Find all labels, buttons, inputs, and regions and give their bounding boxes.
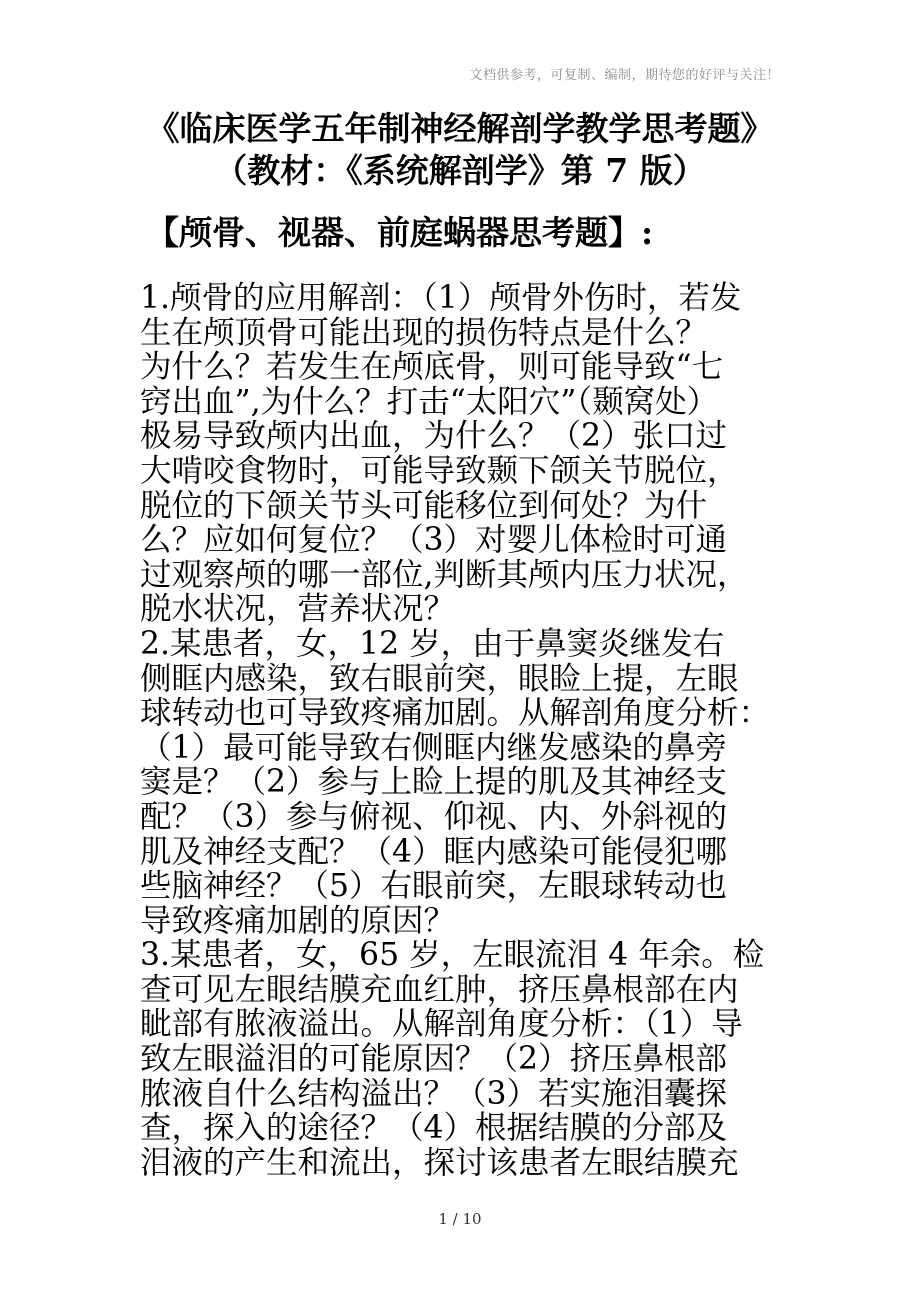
body-line: 脓液自什么结构溢出？（3）若实施泪囊探 [140, 1075, 728, 1112]
body-line: 致左眼溢泪的可能原因？（2）挤压鼻根部 [140, 1041, 728, 1078]
body-line: 些脑神经？（5）右眼前突，左眼球转动也 [140, 868, 728, 905]
body-line: 生在颅顶骨可能出现的损伤特点是什么？ [140, 314, 708, 351]
body-line: 泪液的产生和流出，探讨该患者左眼结膜充 [140, 1144, 739, 1181]
title-block [120, 108, 800, 192]
body-text [140, 281, 785, 1180]
document-title: 《临床医学五年制神经解剖学教学思考题》 [146, 109, 774, 148]
body-line: 配？（3）参与俯视、仰视、内、外斜视的 [140, 798, 728, 835]
body-line: 1.颅骨的应用解剖：（1）颅骨外伤时，若发 [140, 280, 742, 316]
body-line: 3.某患者，女，65 岁，左眼流泪 4 年余。检 [140, 937, 765, 974]
body-line: 么？应如何复位？（3）对婴儿体检时可通 [140, 522, 728, 559]
document-subtitle: （教材：《系统解剖学》第 7 版） [214, 151, 706, 190]
body-line: 侧眶内感染，致右眼前突，眼睑上提，左眼 [140, 660, 739, 697]
body-line: 查可见左眼结膜充血红肿，挤压鼻根部在内 [140, 971, 739, 1008]
body-line: （1）最可能导致右侧眶内继发感染的鼻旁 [140, 729, 728, 766]
page-indicator: 1 / 10 [438, 1210, 482, 1228]
body-line: 肌及神经支配？（4）眶内感染可能侵犯哪 [140, 833, 728, 870]
body-line: 球转动也可导致疼痛加剧。从解剖角度分析： [140, 695, 771, 732]
header-note: 文档供参考，可复制、编制，期待您的好评与关注！ [469, 68, 780, 83]
body-line: 脱水状况，营养状况？ [140, 591, 456, 628]
body-line: 大啃咬食物时，可能导致颞下颌关节脱位， [140, 452, 739, 489]
body-line: 为什么？若发生在颅底骨，则可能导致“七 [140, 349, 724, 386]
body-line: 眦部有脓液溢出。从解剖角度分析：（1）导 [140, 1006, 743, 1043]
body-line: 导致疼痛加剧的原因？ [140, 902, 456, 939]
body-line: 2.某患者，女，12 岁，由于鼻窦炎继发右 [140, 625, 725, 662]
page-footer [0, 1210, 920, 1228]
body-line: 窦是？（2）参与上睑上提的肌及其神经支 [140, 764, 728, 801]
body-line: 查，探入的途径？（4）根据结膜的分部及 [140, 1110, 728, 1147]
body-line: 极易导致颅内出血，为什么？（2）张口过 [140, 418, 728, 455]
body-line: 脱位的下颌关节头可能移位到何处？为什 [140, 487, 708, 524]
body-line: 窍出血”,为什么？打击“太阳穴”（颞窝处） [140, 383, 719, 420]
body-line: 过观察颅的哪一部位,判断其颅内压力状况， [140, 556, 749, 593]
section-heading: 【颅骨、视器、前庭蜗器思考题】: [146, 213, 654, 252]
